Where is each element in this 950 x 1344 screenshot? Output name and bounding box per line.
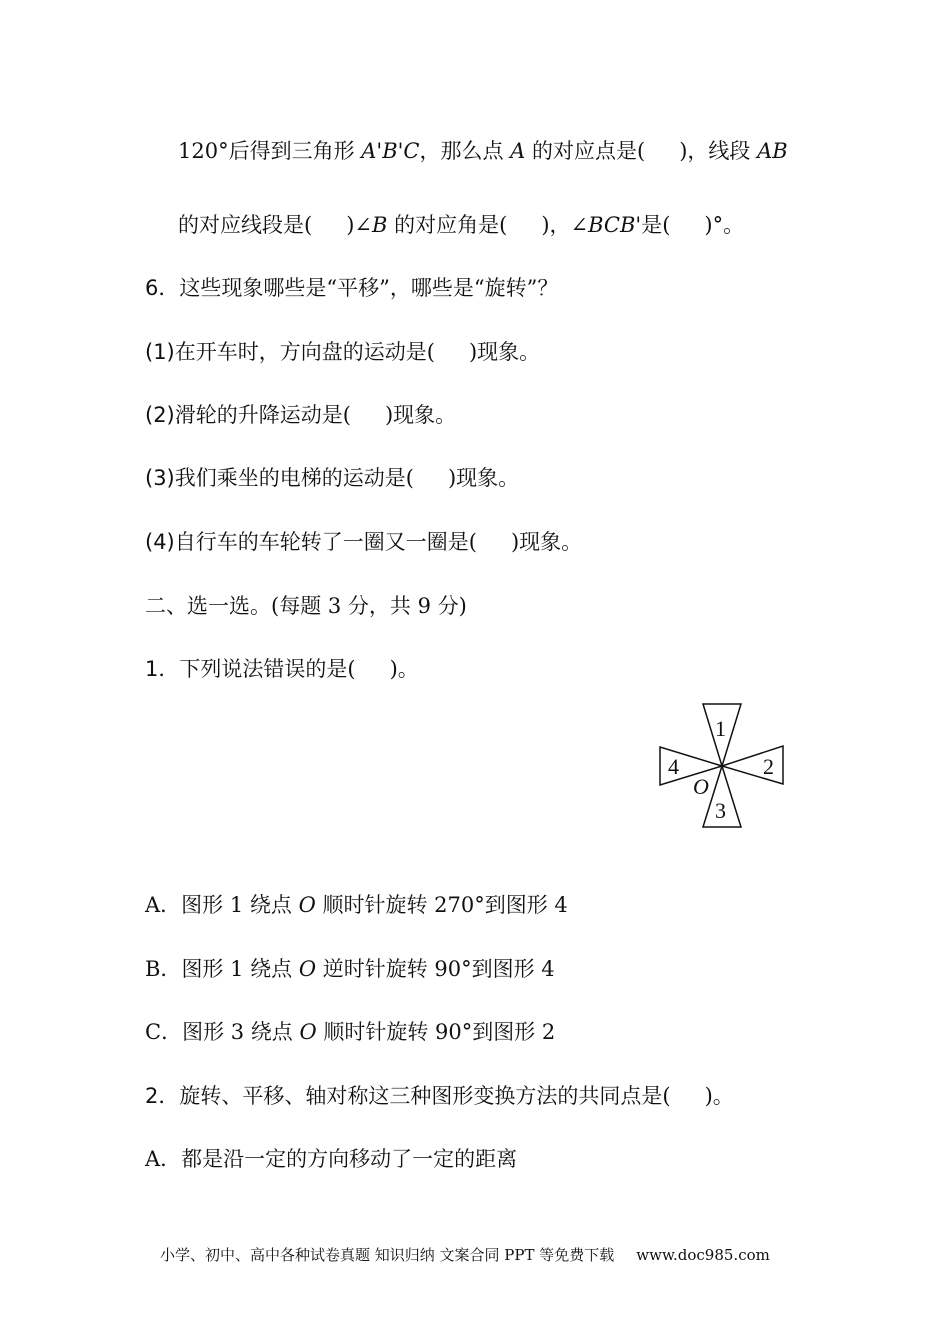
choice-1-option-c[interactable]: C．图形 3 绕点 O 顺时针旋转 90°到图形 2 (145, 1020, 556, 1044)
shape-1-label: 1 (715, 716, 726, 741)
question-6-item-2: (2)滑轮的升降运动是( )现象。 (145, 403, 457, 427)
pinwheel-figure (655, 700, 785, 834)
choice-question-1: 1．下列说法错误的是( )。 (145, 657, 419, 681)
footer-text: 小学、初中、高中各种试卷真题 知识归纳 文案合同 PPT 等免费下载 (160, 1246, 615, 1264)
section-2-heading: 二、选一选。(每题 3 分，共 9 分) (145, 594, 467, 618)
question-5-continued-line-1: 120°后得到三角形 A'B'C，那么点 A 的对应点是( )，线段 AB (178, 139, 788, 163)
question-number: 1． (145, 657, 180, 681)
choice-1-option-b[interactable]: B．图形 1 绕点 O 逆时针旋转 90°到图形 4 (145, 957, 555, 981)
question-number: 2． (145, 1084, 180, 1108)
question-6: 6．这些现象哪些是“平移”，哪些是“旋转”？ (145, 276, 559, 300)
question-5-continued-line-2: 的对应线段是( )∠B 的对应角是( )，∠BCB'是( )°。 (178, 213, 745, 237)
triangle-label: A'B'C (361, 139, 420, 163)
shape-3-label: 3 (715, 798, 726, 823)
footer-url[interactable]: www.doc985.com (636, 1246, 770, 1264)
question-number: 6． (145, 276, 180, 300)
choice-2-option-a[interactable]: A．都是沿一定的方向移动了一定的距离 (145, 1147, 518, 1171)
shape-2-label: 2 (763, 754, 774, 779)
page-footer (160, 1245, 770, 1265)
choice-1-option-a[interactable]: A．图形 1 绕点 O 顺时针旋转 270°到图形 4 (145, 893, 568, 917)
question-6-item-1: (1)在开车时，方向盘的运动是( )现象。 (145, 340, 541, 364)
pinwheel-diagram (655, 700, 785, 834)
center-point-label: O (693, 774, 709, 799)
point-label: A (510, 139, 526, 163)
segment-label: AB (757, 139, 788, 163)
question-6-item-4: (4)自行车的车轮转了一圈又一圈是( )现象。 (145, 530, 583, 554)
shape-4-label: 4 (668, 754, 679, 779)
choice-question-2: 2．旋转、平移、轴对称这三种图形变换方法的共同点是( )。 (145, 1084, 734, 1108)
question-6-item-3: (3)我们乘坐的电梯的运动是( )现象。 (145, 466, 520, 490)
